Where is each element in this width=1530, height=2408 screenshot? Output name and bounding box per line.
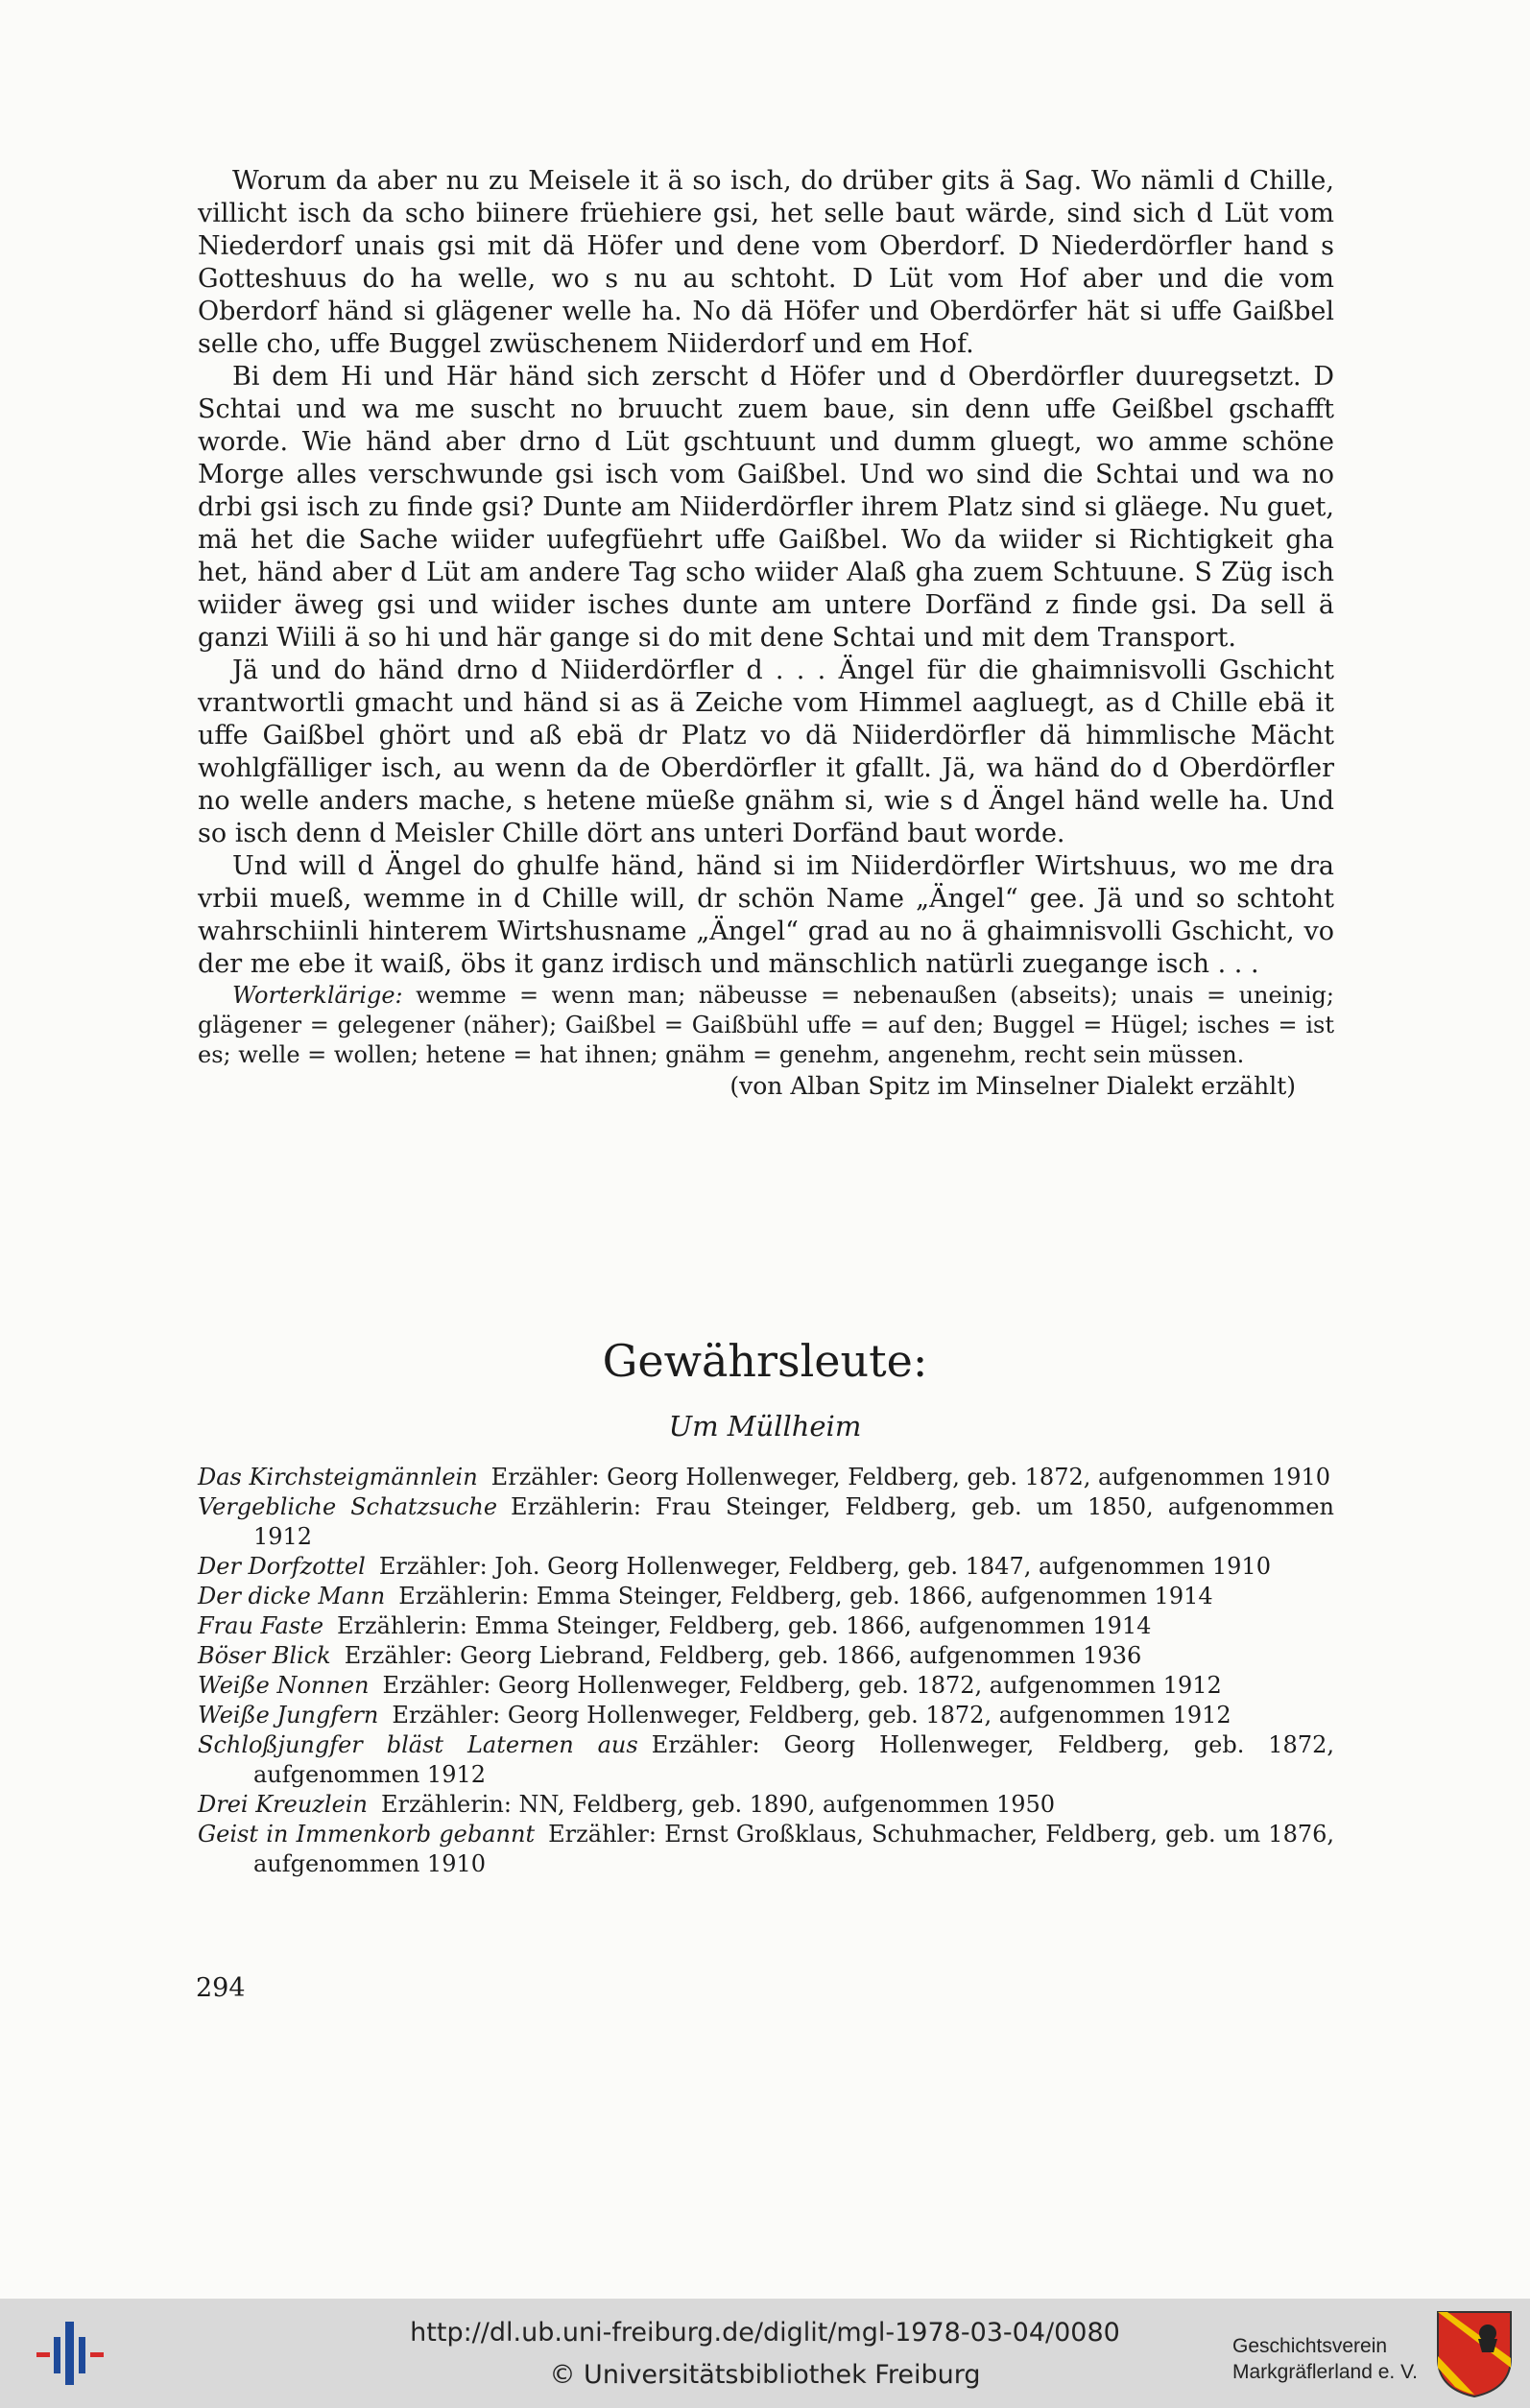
informant-details: Erzähler: Georg Liebrand, Feldberg, geb. 1866, aufgenommen 1936 [344, 1642, 1142, 1669]
informant-entry [198, 1701, 1334, 1730]
society-name [1232, 2333, 1418, 2385]
informant-details: Erzähler: Georg Hollenweger, Feldberg, geb. 1872, aufgenommen 1912 [253, 1731, 1334, 1788]
word-explanations-text: wemme = wenn man; näbeusse = nebenaußen (abseits); unais = uneinig; glägener = gelegener (näher); Gaißbel = Gaißbühl uffe = auf den; Buggel = Hügel; isches = ist es; welle = wollen; hetene = hat ihnen; gnähm = genehm, angenehm, recht sein müssen. [198, 982, 1334, 1068]
informant-details: Erzählerin: Emma Steinger, Feldberg, geb. 1866, aufgenommen 1914 [398, 1583, 1213, 1609]
informant-details: Erzähler: Georg Hollenweger, Feldberg, geb. 1872, aufgenommen 1912 [392, 1702, 1231, 1729]
section-subheading: Um Müllheim [668, 1410, 862, 1442]
society-name-line-1: Geschichtsverein [1232, 2335, 1388, 2357]
story-text [198, 165, 1334, 1103]
informant-details: Erzähler: Georg Hollenweger, Feldberg, geb. 1872, aufgenommen 1912 [382, 1672, 1222, 1699]
viewer-footer [0, 2299, 1530, 2408]
informant-title: Der Dorfzottel [198, 1553, 366, 1580]
story-paragraph-2: Bi dem Hi und Här händ sich zerscht d Höfer und d Oberdörfler duuregsetzt. D Schtai und wa me suscht no bruucht zuem baue, sin denn uffe Geißbel gschafft worde. Wie händ aber drno d Lüt gschtuunt und dumm gluegt, wo amme schöne Morge alles verschwunde gsi isch vom Gaißbel. Und wo sind die Schtai und wa no drbi gsi isch zu finde gsi? Dunte am Niiderdörfler ihrem Platz sind si gläege. Nu guet, mä het die Sache wiider uufegfüehrt uffe Gaißbel. Wo da wiider si Richtigkeit gha het, händ aber d Lüt am andere Tag scho wiider Alaß gha zuem Schtuune. S Züg isch wiider äweg gsi und wiider isches dunte am untere Dorfänd z finde gsi. Da sell ä ganzi Wiili ä so hi und här gange si do mit dene Schtai und mit dem Transport. [198, 362, 1334, 653]
word-explanations-label: Worterklärige: [232, 982, 403, 1009]
informant-title: Geist in Immenkorb gebannt [198, 1821, 536, 1848]
page-number: 294 [196, 1973, 246, 2003]
society-name-line-2: Markgräflerland e. V. [1232, 2361, 1418, 2383]
story-paragraph-3: Jä und do händ drno d Niiderdörfler d . . . Ängel für die ghaimnisvolli Gschicht vrantwortli gmacht und händ si as ä Zeiche vom Himmel aagluegt, as d Chille ebä it uffe Gaißbel ghört und aß ebä dr Platz vo dä Niiderdörfler dä himmlische Mächt wohlgfälliger isch, au wenn da de Oberdörfler it gfallt. Jä, wa händ do d Oberdörfler no welle anders mache, s hetene müeße gnähm si, wie s d Ängel händ welle ha. Und so isch denn d Meisler Chille dört ans unteri Dorfänd baut worde. [198, 656, 1334, 848]
informant-details: Erzähler: Ernst Großklaus, Schuhmacher, Feldberg, geb. um 1876, aufgenommen 1910 [253, 1821, 1335, 1877]
informant-entry [198, 1790, 1334, 1820]
informant-entry [198, 1463, 1334, 1492]
informant-entry [198, 1611, 1334, 1641]
informant-entry [198, 1582, 1334, 1611]
informant-details: Erzähler: Joh. Georg Hollenweger, Feldberg, geb. 1847, aufgenommen 1910 [378, 1553, 1271, 1580]
story-paragraph-1: Worum da aber nu zu Meisele it ä so isch, do drüber gits ä Sag. Wo nämli d Chille, villicht isch da scho biinere früehiere gsi, het selle baut wärde, sind sich d Lüt vom Niederdorf unais gsi mit dä Höfer und dene vom Oberdorf. D Niederdörfler hand s Gotteshuus do ha welle, wo s nu au schtoht. D Lüt vom Hof aber und die vom Oberdorf händ si glägener welle ha. No dä Höfer und Oberdörfer hät si uffe Gaißbel selle cho, uffe Buggel zwüschenem Niiderdorf und em Hof. [198, 166, 1334, 359]
informant-title: Frau Faste [198, 1612, 324, 1639]
copyright-notice: © Universitätsbibliothek Freiburg [549, 2360, 981, 2390]
story-source: (von Alban Spitz im Minselner Dialekt erzählt) [729, 1072, 1296, 1100]
informant-entry [198, 1671, 1334, 1701]
informant-entry [198, 1641, 1334, 1671]
informant-title: Böser Blick [198, 1642, 331, 1669]
section-heading: Gewährsleute: [602, 1335, 928, 1387]
informant-details: Erzählerin: Emma Steinger, Feldberg, geb. 1866, aufgenommen 1914 [337, 1612, 1152, 1639]
informant-details: Erzähler: Georg Hollenweger, Feldberg, geb. 1872, aufgenommen 1910 [490, 1464, 1330, 1490]
informant-details: Erzählerin: NN, Feldberg, geb. 1890, aufgenommen 1950 [380, 1791, 1056, 1818]
informant-entry [198, 1730, 1334, 1790]
document-url-link[interactable]: http://dl.ub.uni-freiburg.de/diglit/mgl-1978-03-04/0080 [410, 2318, 1120, 2348]
informant-title: Der dicke Mann [198, 1583, 386, 1609]
informant-title: Das Kirchsteigmännlein [198, 1464, 478, 1490]
story-paragraph-4: Und will d Ängel do ghulfe händ, händ si im Niiderdörfler Wirtshuus, wo me dra vrbii mueß, wemme in d Chille will, dr schön Name „Ängel“ gee. Jä und so schtoht wahrschiinli hinterem Wirtshusname „Ängel“ grad au no ä ghaimnisvolli Gschicht, vo der me ebe it waiß, öbs it ganz irdisch und mänschlich natürli zuegange isch . . . [198, 851, 1334, 979]
informant-title: Schloßjungfer bläst Laternen aus [198, 1731, 638, 1758]
informant-list [198, 1463, 1334, 1879]
informant-title: Drei Kreuzlein [198, 1791, 368, 1818]
informant-entry [198, 1552, 1334, 1582]
informant-entry [198, 1820, 1334, 1879]
informant-title: Vergebliche Schatzsuche [198, 1493, 498, 1520]
informant-details: Erzählerin: Frau Steinger, Feldberg, geb. um 1850, aufgenommen 1912 [253, 1493, 1334, 1550]
coat-of-arms-icon [1436, 2310, 1513, 2398]
word-explanations [198, 981, 1334, 1070]
informant-title: Weiße Nonnen [198, 1672, 370, 1699]
informant-title: Weiße Jungfern [198, 1702, 379, 1729]
informant-entry [198, 1492, 1334, 1552]
